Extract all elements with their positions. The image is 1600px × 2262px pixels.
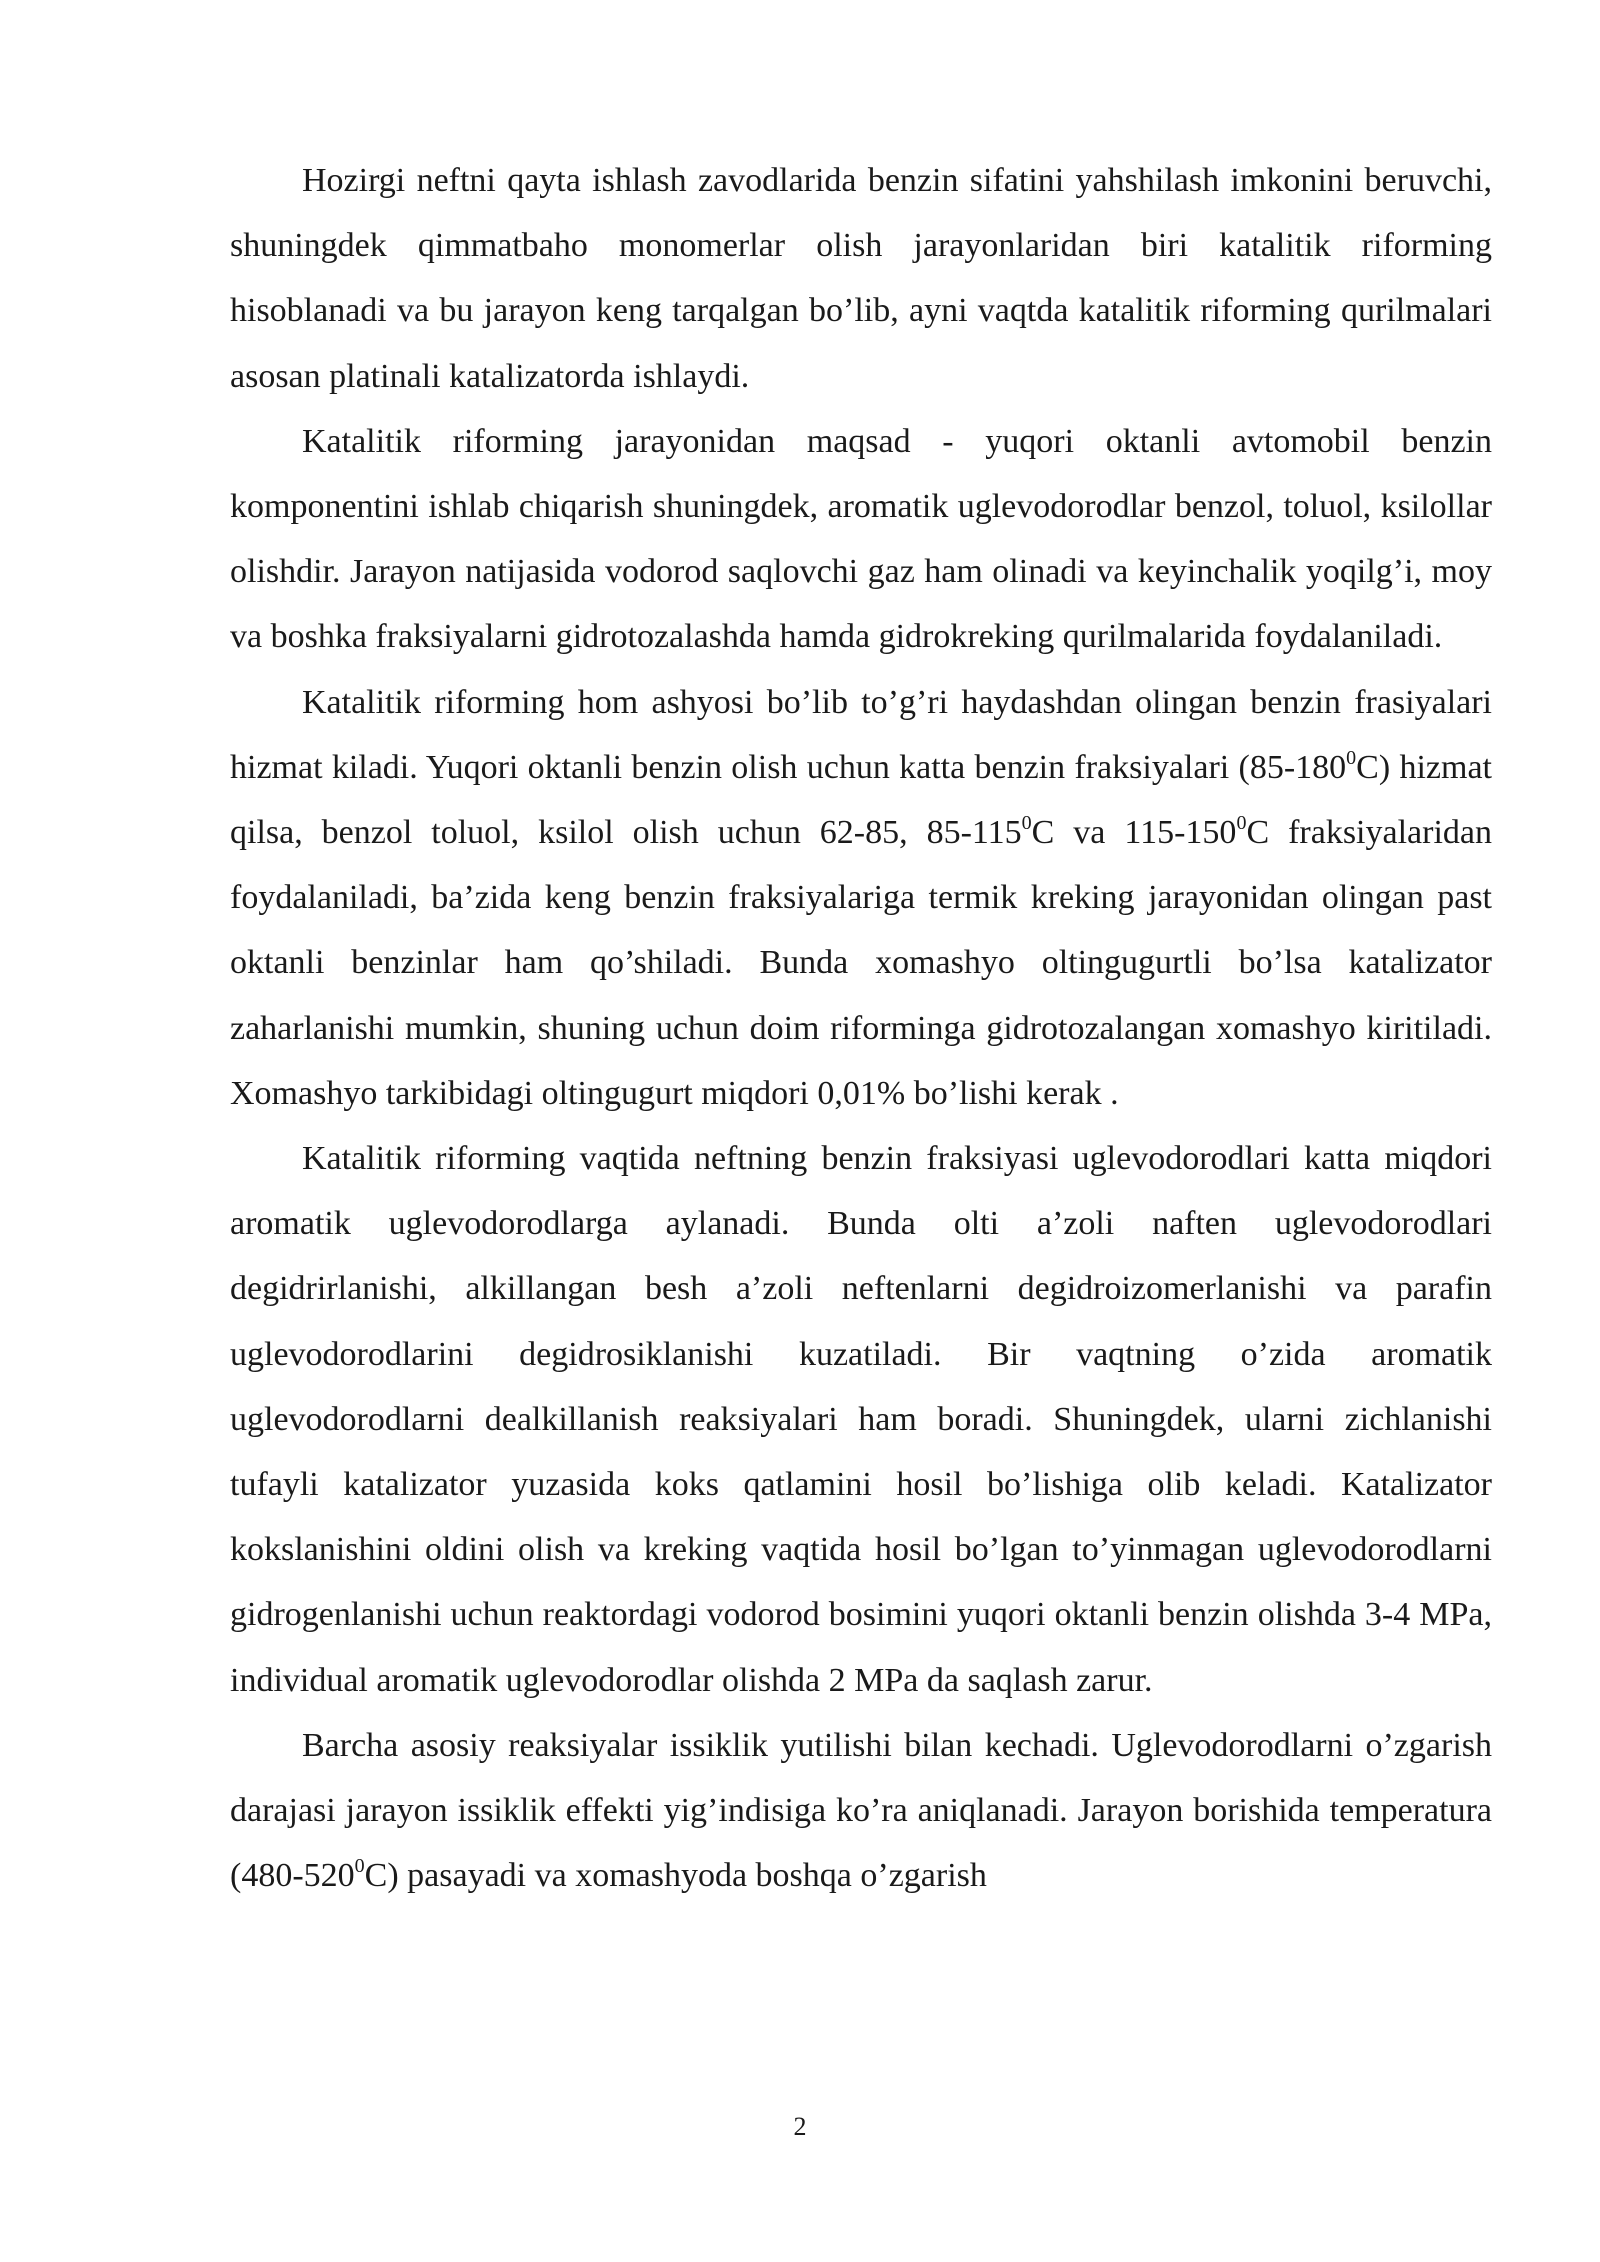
page-number: 2: [793, 2112, 807, 2141]
document-body: [230, 148, 1492, 1908]
degree-superscript: 0: [1236, 812, 1247, 835]
paragraph-1: Hozirgi neftni qayta ishlash zavodlarida benzin sifatini yahshilash imkonini beruvchi, shuningdek qimmatbaho monomerlar olish jarayonlaridan biri katalitik riforming hisoblanadi va bu jarayon keng tarqalgan bo’lib, ayni vaqtda katalitik riforming qurilmalari asosan platinali katalizatorda ishlaydi.: [230, 162, 1492, 395]
paragraph-5-text-2: C) pasayadi va xomashyoda boshqa o’zgarish: [364, 1857, 987, 1895]
paragraph-2: Katalitik riforming jarayonidan maqsad - yuqori oktanli avtomobil benzin komponentini ishlab chiqarish shuningdek, aromatik uglevodorodlar benzol, toluol, ksilollar olishdir. Jarayon natijasida vodorod saqlovchi gaz ham olinadi va keyinchalik yoqilg’i, moy va boshka fraksiyalarni gidrotozalashda hamda gidrokreking qurilmalarida foydalaniladi.: [230, 422, 1492, 656]
paragraph-4: Katalitik riforming vaqtida neftning benzin fraksiyasi uglevodorodlari katta miqdori aromatik uglevodorodlarga aylanadi. Bunda olti a’zoli naften uglevodorodlari degidrirlanishi, alkillangan besh a’zoli neftenlarni degidroizomerlanishi va parafin uglevodorodlarini degidrosiklanishi kuzatiladi. Bir vaqtning o’zida aromatik uglevodorodlarni dealkillanish reaksiyalari ham boradi. Shuningdek, ularni zichlanishi tufayli katalizator yuzasida koks qatlamini hosil bo’lishiga olib keladi. Katalizator kokslanishini oldini olish va kreking vaqtida hosil bo’lgan to’yinmagan uglevodorodlarni gidrogenlanishi uchun reaktordagi vodorod bosimini yuqori oktanli benzin olishda 3-4 MPa, individual aromatik uglevodorodlar olishda 2 MPa da saqlash zarur.: [230, 1140, 1492, 1699]
paragraph-3-text-3: C va 115-150: [1031, 814, 1237, 852]
paragraph-3-text-4: C fraksiyalaridan foydalaniladi, ba’zida keng benzin fraksiyalariga termik kreking jarayonidan olingan past oktanli benzinlar ham qo’shiladi. Bunda xomashyo oltingugurtli bo’lsa katalizator zaharlanishi mumkin, shuning uchun doim riforminga gidrotozalangan xomashyo kiritiladi. Xomashyo tarkibidagi oltingugurt miqdori 0,01% bo’lishi kerak .: [230, 814, 1492, 1112]
degree-superscript: 0: [354, 1855, 365, 1878]
paragraph-5-text-1: Barcha asosiy reaksiyalar issiklik yutilishi bilan kechadi. Uglevodorodlarni o’zgarish darajasi jarayon issiklik effekti yig’indisiga ko’ra aniqlanadi. Jarayon borishida temperatura (480-520: [230, 1726, 1492, 1895]
degree-superscript: 0: [1021, 812, 1032, 835]
paragraph-5: [230, 1713, 1492, 1909]
paragraph-3-text-1: Katalitik riforming hom ashyosi bo’lib to’g’ri haydashdan olingan benzin frasiyalari hizmat kiladi. Yuqori oktanli benzin olish uchun katta benzin fraksiyalari (85-180: [230, 683, 1492, 786]
paragraph-3: [230, 670, 1492, 1126]
paragraph-3-text-2: C) hizmat qilsa, benzol toluol, ksilol olish uchun 62-85, 85-115: [230, 748, 1492, 852]
degree-superscript: 0: [1346, 746, 1357, 769]
